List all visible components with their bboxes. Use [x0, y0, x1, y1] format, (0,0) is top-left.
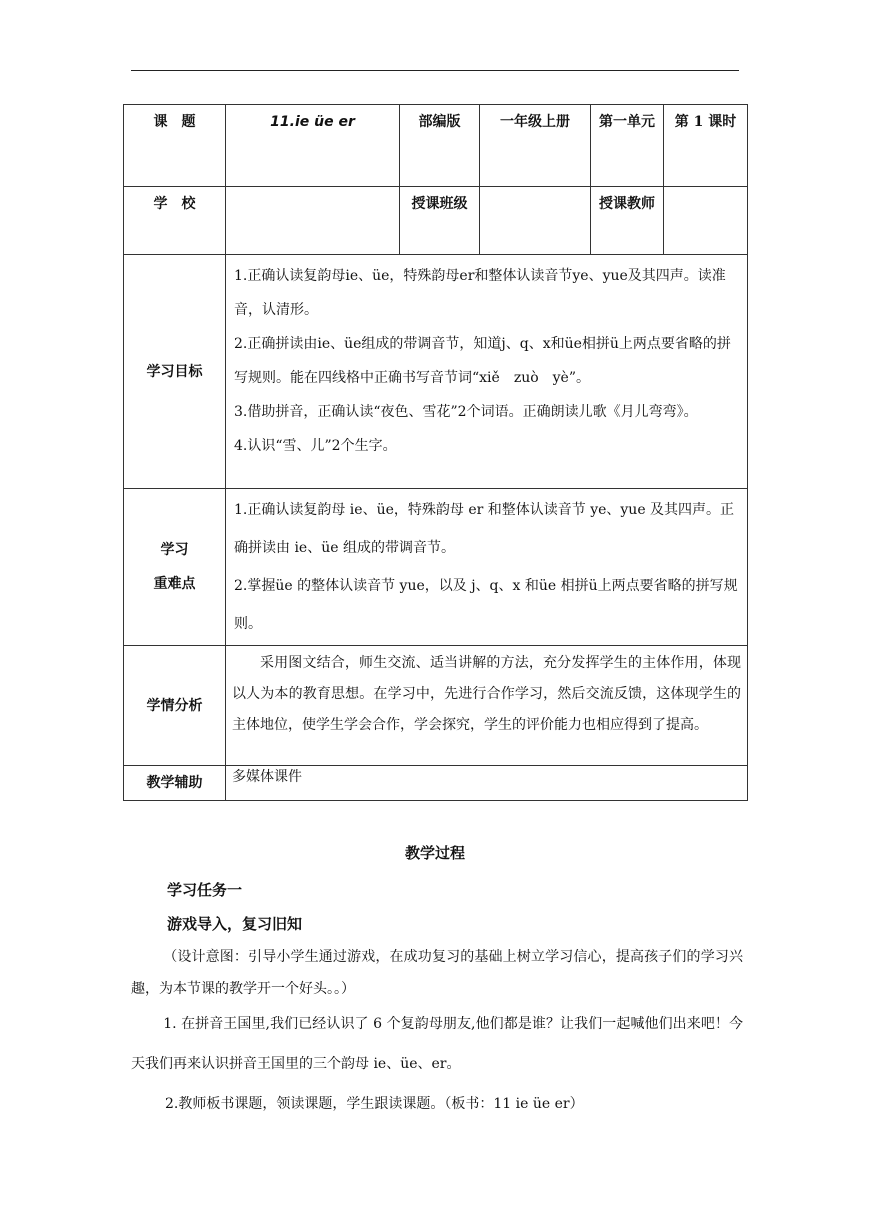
objective-item: 1.正确认读复韵母ie、üe，特殊韵母er和整体认读音节ye、yue及其四声。读准音，认清形。: [234, 268, 726, 318]
table-row: [124, 646, 748, 766]
teacher-value: [664, 187, 748, 255]
table-row: [124, 255, 748, 489]
label-analysis: 学情分析: [124, 646, 226, 766]
table-row: [124, 489, 748, 646]
task-heading: 学习任务一: [167, 881, 243, 899]
difficulty-item: 2.掌握üe 的整体认读音节 yue，以及 j、q、x 和üe 相拼ü上两点要省略的拼写规则。: [234, 578, 738, 632]
school-value: [226, 187, 400, 255]
lesson-topic: 11.ie üe er: [226, 105, 400, 187]
lesson-number: 第 1 课时: [664, 105, 748, 187]
edition: 部编版: [400, 105, 480, 187]
label-objectives: 学习目标: [124, 255, 226, 489]
analysis-text: 采用图文结合，师生交流、适当讲解的方法，充分发挥学生的主体作用，体现以人为本的教育思想。在学习中，先进行合作学习，然后交流反馈，这体现学生的主体地位，使学生学会合作，学会探究，学生的评价能力也相应得到了提高。: [226, 646, 748, 766]
step-1: 1. 在拼音王国里,我们已经认识了 6 个复韵母朋友,他们都是谁？让我们一起喊他们出来吧！今天我们再来认识拼音王国里的三个韵母 ie、üe、er。: [131, 1016, 743, 1072]
label-class: 授课班级: [400, 187, 480, 255]
design-intent: （设计意图：引导小学生通过游戏，在成功复习的基础上树立学习信心，提高孩子们的学习兴趣，为本节课的教学开一个好头。。）: [131, 949, 743, 997]
step-2: 2.教师板书课题，领读课题，学生跟读课题。（板书：11 ie üe er）: [165, 1096, 584, 1112]
aids-text: 多媒体课件: [226, 766, 748, 801]
task-subtitle: 游戏导入，复习旧知: [167, 915, 303, 933]
grade: 一年级上册: [480, 105, 591, 187]
label-teacher: 授课教师: [591, 187, 664, 255]
label-topic: 课 题: [124, 105, 226, 187]
difficulty-item: 1.正确认读复韵母 ie、üe，特殊韵母 er 和整体认读音节 ye、yue 及其四声。正确拼读由 ie、üe 组成的带调音节。: [234, 502, 735, 556]
objective-item: 3.借助拼音，正确认读“夜色、雪花”2个词语。正确朗读儿歌《月儿弯弯》。: [234, 404, 698, 420]
difficulty-cell: [226, 489, 748, 646]
table-row: [124, 766, 748, 801]
process-title: 教学过程: [404, 844, 465, 862]
objectives-cell: [226, 255, 748, 489]
table-row: [124, 105, 748, 187]
label-difficulty-line2: 重难点: [153, 576, 196, 592]
unit: 第一单元: [591, 105, 664, 187]
label-aids: 教学辅助: [124, 766, 226, 801]
label-difficulty-line1: 学习: [160, 542, 189, 558]
lesson-plan-table: [123, 104, 748, 801]
objective-item: 4.认识“雪、儿”2个生字。: [234, 438, 397, 454]
class-value: [480, 187, 591, 255]
header-rule: [131, 70, 739, 71]
label-difficulty: [124, 489, 226, 646]
table-row: [124, 187, 748, 255]
label-school: 学 校: [124, 187, 226, 255]
objective-item: 2.正确拼读由ie、üe组成的带调音节，知道j、q、x和üe相拼ü上两点要省略的拼写规则。能在四线格中正确书写音节词“xiě zuò yè”。: [234, 336, 731, 386]
